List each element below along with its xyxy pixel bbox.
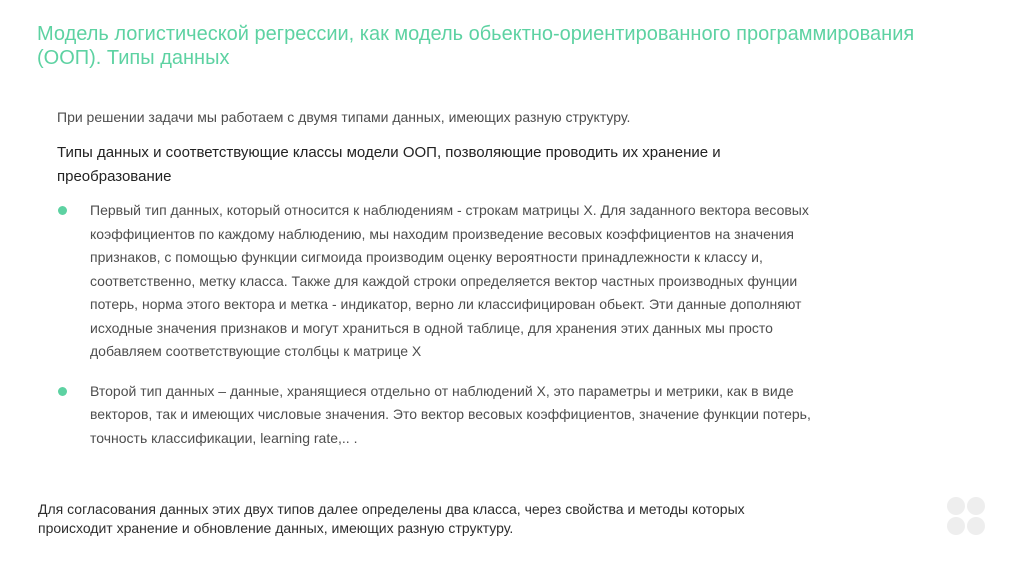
bullet-dot-icon [58, 387, 67, 396]
bullet-list [57, 199, 837, 450]
conclusion-text: Для согласования данных этих двух типов далее определены два класса, через свойства и методы которых происходит хранение и обновление данных, имеющих разную структуру. [38, 501, 745, 536]
four-circles-logo-icon [946, 496, 986, 536]
bullet-item-observations [57, 199, 837, 364]
slide-title: Модель логистической регрессии, как модель обьектно-ориентированного программирования (ООП). Типы данных [37, 23, 915, 69]
bullet-text: Первый тип данных, который относится к наблюдениям - строкам матрицы Х. Для заданного вектора весовых коэффициентов по каждому наблюдению, мы находим произведение весовых коэффициентов на значения признаков, с помощью функции сигмоида производим оценку вероятности принадлежности к классу и, соответственно, метку класса. Также для каждой строки определяется вектор частных производных фунции потерь, норма этого вектора и метка - индикатор, верно ли классифицирован обьект. Эти данные дополняют исходные значения признаков и могут храниться в одной таблице, для хранения этих данных мы просто добавляем соответствующие столбцы к матрице Х [90, 202, 809, 359]
bullet-item-parameters [57, 380, 837, 451]
intro-text: При решении задачи мы работаем с двумя типами данных, имеющих разную структуру. [57, 109, 631, 125]
bullet-text: Второй тип данных – данные, хранящиеся отдельно от наблюдений Х, это параметры и метрики, как в виде векторов, так и имеющих числовые значения. Это вектор весовых коэффициентов, значение функции потерь, точность классификации, learning rate,.. . [90, 382, 811, 446]
subheading: Типы данных и соответствующие классы модели ООП, позволяющие проводить их хранение и преобразование [57, 144, 721, 185]
bullet-dot-icon [58, 206, 67, 215]
